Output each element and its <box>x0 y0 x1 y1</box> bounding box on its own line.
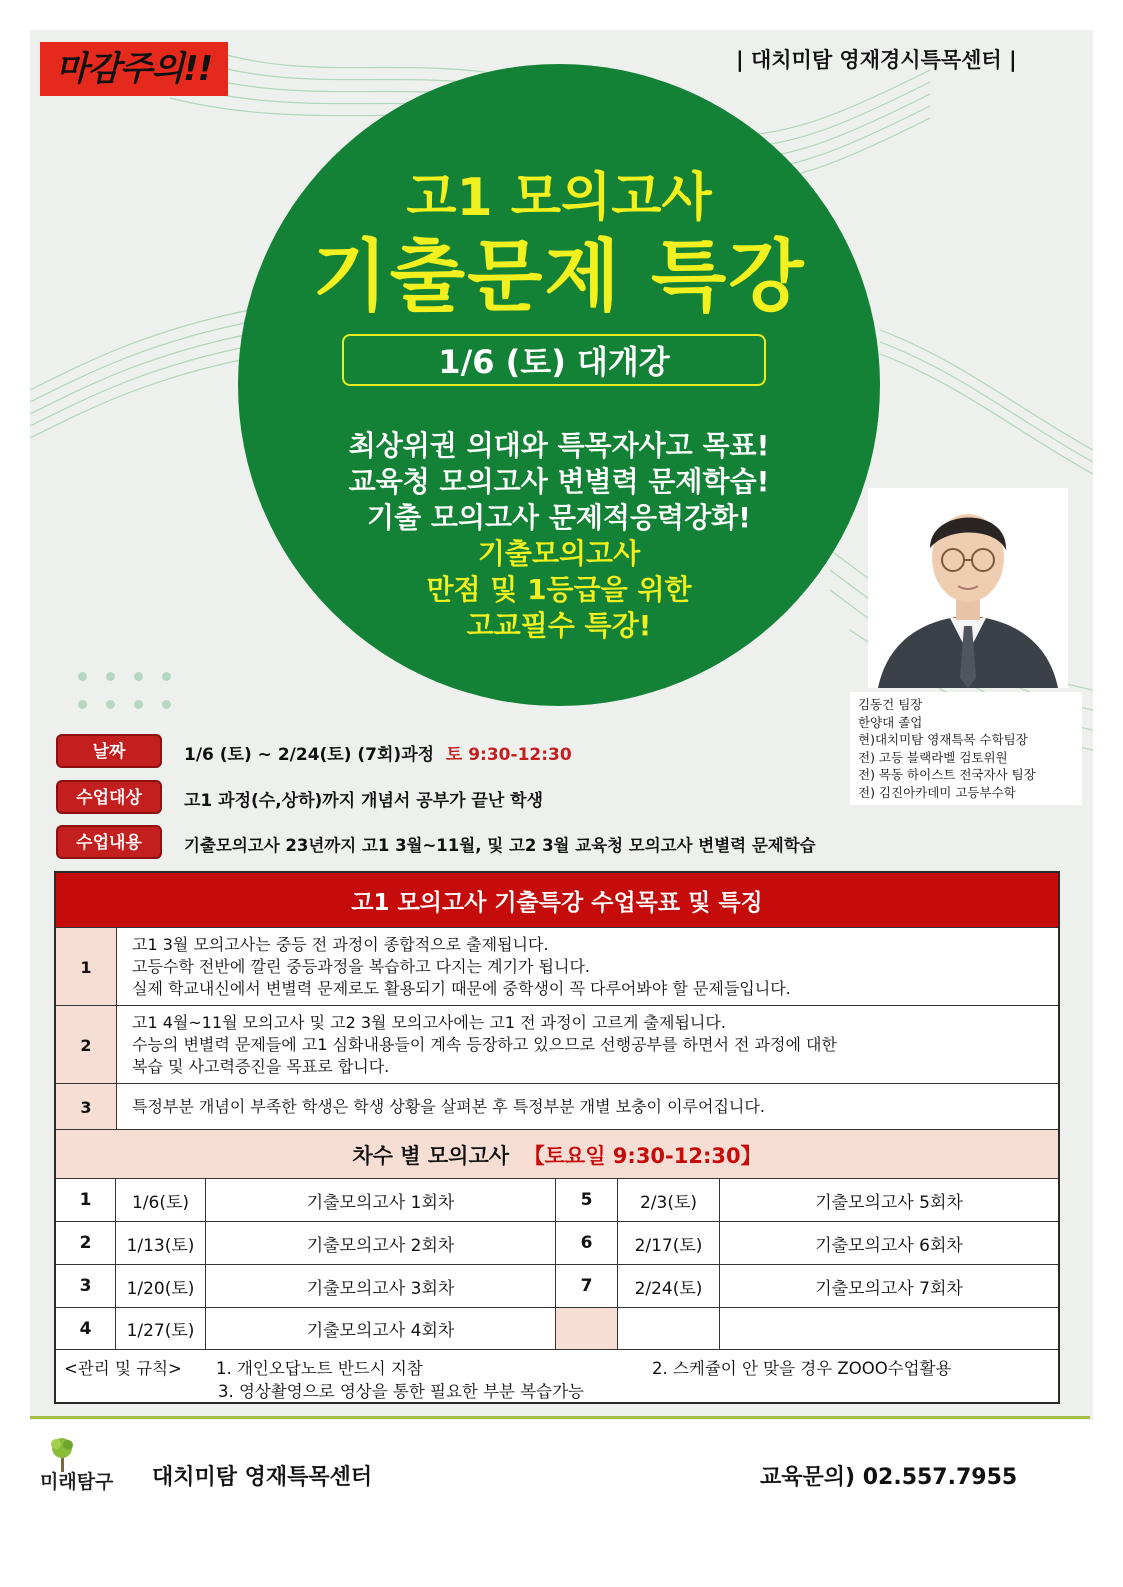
bio-line: 김동건 팀장 <box>858 697 923 712</box>
center-name-header: | 대치미탐 영재경시특목센터 | <box>736 48 1017 72</box>
date-label: 날짜 <box>56 734 162 768</box>
goal-line: 최상위권 의대와 특목자사고 목표! <box>348 429 770 462</box>
bio-line: 현)대치미탐 영재특목 수학팀장 <box>858 732 1028 747</box>
schedule-num: 3 <box>56 1264 116 1307</box>
schedule-num: 6 <box>556 1221 618 1264</box>
schedule-date: 2/24(토) <box>618 1264 720 1307</box>
schedule-time: 【토요일 9:30-12:30】 <box>523 1144 762 1168</box>
academy-logo <box>38 1438 142 1494</box>
bio-line: 전) 김진아카데미 고등부수학 <box>858 784 1016 800</box>
schedule-name: 기출모의고사 7회차 <box>720 1264 1058 1307</box>
footer-center-name: 대치미탐 영재특목센터 <box>152 1465 373 1490</box>
svg-text:미래탐구: 미래탐구 <box>40 1471 114 1493</box>
schedule-date: 1/27(토) <box>116 1307 206 1349</box>
schedule-date: 1/6(토) <box>116 1178 206 1221</box>
teacher-photo <box>868 488 1068 688</box>
content-label: 수업내용 <box>56 825 162 859</box>
footer-contact: 교육문의) 02.557.7955 <box>760 1465 1018 1490</box>
row-number: 2 <box>56 1006 117 1084</box>
schedule-name: 기출모의고사 4회차 <box>206 1307 556 1349</box>
goals-table-header: 고1 모의고사 기출특강 수업목표 및 특징 <box>56 873 1058 927</box>
schedule-name: 기출모의고사 1회차 <box>206 1178 556 1221</box>
date-time: 토 9:30-12:30 <box>445 745 572 765</box>
bio-line: 전) 목동 하이스트 전국자사 팀장 <box>858 767 1036 782</box>
schedule-num: 5 <box>556 1178 618 1221</box>
schedule-empty-cell <box>720 1307 1058 1349</box>
row-number: 1 <box>56 928 117 1006</box>
schedule-name: 기출모의고사 2회차 <box>206 1221 556 1264</box>
start-date-box: 1/6 (토) 대개강 <box>342 334 766 386</box>
schedule-num: 7 <box>556 1264 618 1307</box>
schedule-title: 차수 별 모의고사 <box>352 1144 510 1168</box>
teacher-bio <box>850 692 1082 805</box>
goal-line-highlight: 만점 및 1등급을 위한 <box>426 573 692 606</box>
rules-section <box>56 1349 1058 1405</box>
rule-item: 3. 영상촬영으로 영상을 통한 필요한 부분 복습가능 <box>218 1382 584 1401</box>
schedule-num: 4 <box>56 1307 116 1349</box>
goal-line-highlight: 고교필수 특강! <box>466 609 652 642</box>
rules-label: <관리 및 규칙> <box>64 1359 182 1378</box>
schedule-num: 1 <box>56 1178 116 1221</box>
schedule-name: 기출모의고사 3회차 <box>206 1264 556 1307</box>
content-text: 기출모의고사 23년까지 고1 3월~11월, 및 고2 3월 교육청 모의고사 변별력 문제학습 <box>184 836 816 855</box>
schedule-date: 1/13(토) <box>116 1221 206 1264</box>
schedule-empty-cell <box>618 1307 720 1349</box>
schedule-name: 기출모의고사 6회차 <box>720 1221 1058 1264</box>
schedule-empty-cell <box>556 1307 618 1349</box>
row-line: 복습 및 사고력증진을 목표로 합니다. <box>132 1057 390 1076</box>
schedule-header <box>56 1129 1058 1179</box>
hero-title-line1: 고1 모의고사 <box>406 168 712 228</box>
row-text <box>132 1012 837 1078</box>
table-row <box>56 1083 1058 1130</box>
schedule-date: 1/20(토) <box>116 1264 206 1307</box>
hero-goals <box>238 428 880 644</box>
goal-line: 기출 모의고사 문제적응력강화! <box>367 501 751 534</box>
date-range: 1/6 (토) ~ 2/24(토) (7회)과정 <box>184 745 435 765</box>
goal-line-highlight: 기출모의고사 <box>477 537 641 570</box>
row-line: 고1 4월~11월 모의고사 및 고2 3월 모의고사에는 고1 전 과정이 고르게 출제됩니다. <box>132 1013 726 1032</box>
row-line: 실제 학교내신에서 변별력 문제로도 활용되기 때문에 중학생이 꼭 다루어봐야 할 문제들입니다. <box>132 979 791 998</box>
target-text: 고1 과정(수,상하)까지 개념서 공부가 끝난 학생 <box>184 791 544 811</box>
row-number: 3 <box>56 1084 117 1130</box>
row-line: 고1 3월 모의고사는 중등 전 과정이 종합적으로 출제됩니다. <box>132 935 549 954</box>
bio-line: 전) 고등 블랙라벨 검토위원 <box>858 749 1008 765</box>
bio-line: 한양대 졸업 <box>858 714 923 730</box>
schedule-num: 2 <box>56 1221 116 1264</box>
deadline-badge: 마감주의!! <box>40 42 228 96</box>
hero-title-line2: 기출문제 특강 <box>312 232 806 322</box>
row-text <box>132 934 791 1000</box>
date-text <box>184 740 572 765</box>
schedule-date: 2/3(토) <box>618 1178 720 1221</box>
table-row <box>56 927 1058 1006</box>
rule-item: 2. 스케쥴이 안 맞을 경우 ZOOO수업활용 <box>652 1359 952 1378</box>
goal-line: 교육청 모의고사 변별력 문제학습! <box>348 465 770 498</box>
rule-item: 1. 개인오답노트 반드시 지참 <box>216 1359 423 1378</box>
row-line: 특정부분 개념이 부족한 학생은 학생 상황을 살펴본 후 특정부분 개별 보충이 이루어집니다. <box>132 1097 765 1116</box>
row-text <box>132 1096 765 1118</box>
row-line: 수능의 변별력 문제들에 고1 심화내용들이 계속 등장하고 있으므로 선행공부를 하면서 전 과정에 대한 <box>132 1035 837 1054</box>
goals-table <box>54 871 1060 1404</box>
schedule-name: 기출모의고사 5회차 <box>720 1178 1058 1221</box>
schedule-date: 2/17(토) <box>618 1221 720 1264</box>
target-label: 수업대상 <box>56 780 162 814</box>
row-line: 고등수학 전반에 깔린 중등과정을 복습하고 다지는 계기가 됩니다. <box>132 957 591 976</box>
footer-divider <box>30 1416 1090 1419</box>
table-row <box>56 1005 1058 1084</box>
